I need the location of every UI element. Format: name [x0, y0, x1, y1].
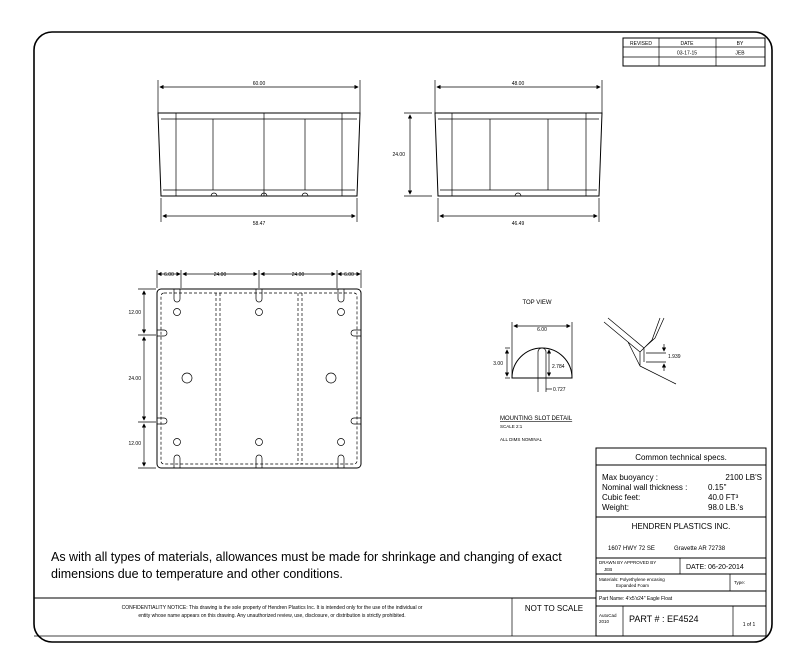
iso-dim: 1.939 — [668, 354, 681, 360]
materials-label: Materials: Polyethylene encasing — [599, 577, 665, 582]
spec-value-wall: 0.15" — [708, 483, 727, 492]
date-label: DATE: — [686, 564, 707, 571]
note-line-2: dimensions due to temperature and other conditions. — [51, 567, 343, 581]
company-city: Gravette AR 72738 — [674, 546, 726, 552]
spec-label-weight: Weight: — [602, 503, 629, 512]
not-to-scale: NOT TO SCALE — [524, 604, 584, 613]
plan-dim-top-1: 6.00 — [164, 272, 174, 278]
spec-label-buoyancy: Max buoyancy : — [602, 473, 659, 482]
confidentiality-strip — [34, 598, 596, 636]
company-name: HENDREN PLASTICS INC. — [631, 522, 731, 531]
rev-by-value: JEB — [735, 50, 745, 57]
company-address: 1607 HWY 72 SE — [608, 546, 655, 552]
spec-label-wall: Nominal wall thickness : — [602, 483, 688, 492]
plan-view — [128, 270, 361, 468]
drawn-by-value: JEB — [604, 567, 613, 572]
revision-block — [623, 38, 765, 66]
top-view-label: TOP VIEW — [522, 300, 552, 306]
side-view — [392, 80, 602, 227]
side-height: 24.00 — [392, 152, 405, 158]
confidentiality-line-1: CONFIDENTIALITY NOTICE: This drawing is the sole property of Hendren Plastics Inc. It is intended only for the use of the individual or — [121, 605, 423, 611]
slot-width-dim: 6.00 — [537, 327, 547, 333]
sheet-number: 1 of 1 — [742, 622, 756, 628]
plan-dim-top-4: 6.00 — [344, 272, 354, 278]
drawn-by-label: DRAWN BY APPROVED BY — [599, 560, 657, 565]
plan-dim-left-1: 12.00 — [128, 310, 141, 316]
spec-value-weight: 98.0 LB.'s — [708, 503, 744, 512]
plan-dim-top-3: 24.00 — [291, 272, 305, 278]
cad-label: AutoCad — [599, 613, 617, 618]
spec-value-buoyancy: 2100 LB'S — [725, 473, 762, 482]
rev-header-by: BY — [736, 41, 744, 47]
materials-label-2: Expanded Foam — [616, 583, 650, 588]
slot-height-dim: 3.00 — [493, 361, 503, 367]
side-bottom-width: 46.49 — [511, 221, 525, 227]
plan-dim-top-2: 24.00 — [213, 272, 227, 278]
rev-header-date: DATE — [680, 41, 694, 47]
front-view — [158, 80, 360, 227]
note-line-1: As with all types of materials, allowances must be made for shrinkage and changing of exact — [51, 550, 562, 564]
front-bottom-width: 58.47 — [252, 221, 266, 227]
rev-date-value: 03-17-15 — [676, 50, 698, 57]
part-number: PART # : EF4524 — [629, 614, 699, 624]
specs-title: Common technical specs. — [635, 453, 727, 462]
rev-header-revised: REVISED — [630, 41, 652, 47]
spec-label-cubic: Cubic feet: — [602, 493, 641, 502]
mounting-slot-detail — [493, 300, 680, 442]
type-label: Type: — [734, 580, 746, 585]
part-name: Part Name: 4'x5'x24" Eagle Float — [599, 596, 673, 602]
cad-year: 2010 — [599, 619, 610, 624]
slot-width-small-dim: 0.727 — [553, 387, 566, 393]
slot-depth-dim: 2.784 — [552, 364, 565, 370]
slot-detail-scale: SCALE 2:1 — [500, 424, 523, 429]
plan-dim-left-2: 24.00 — [128, 376, 141, 382]
title-block — [596, 448, 766, 636]
plan-dim-left-3: 12.00 — [128, 441, 141, 447]
date-value: 06-20-2014 — [708, 564, 744, 571]
spec-value-cubic: 40.0 FT³ — [708, 493, 739, 502]
slot-detail-note: ALL DIMS NOMINAL — [500, 437, 543, 442]
front-top-width: 60.00 — [252, 81, 266, 87]
slot-detail-title: MOUNTING SLOT DETAIL — [500, 416, 573, 422]
side-top-width: 48.00 — [511, 81, 525, 87]
confidentiality-line-2: entity whose name appears on this drawing. Any unauthorized review, use, disclosure, or distribution is strictly prohibited. — [138, 613, 406, 619]
